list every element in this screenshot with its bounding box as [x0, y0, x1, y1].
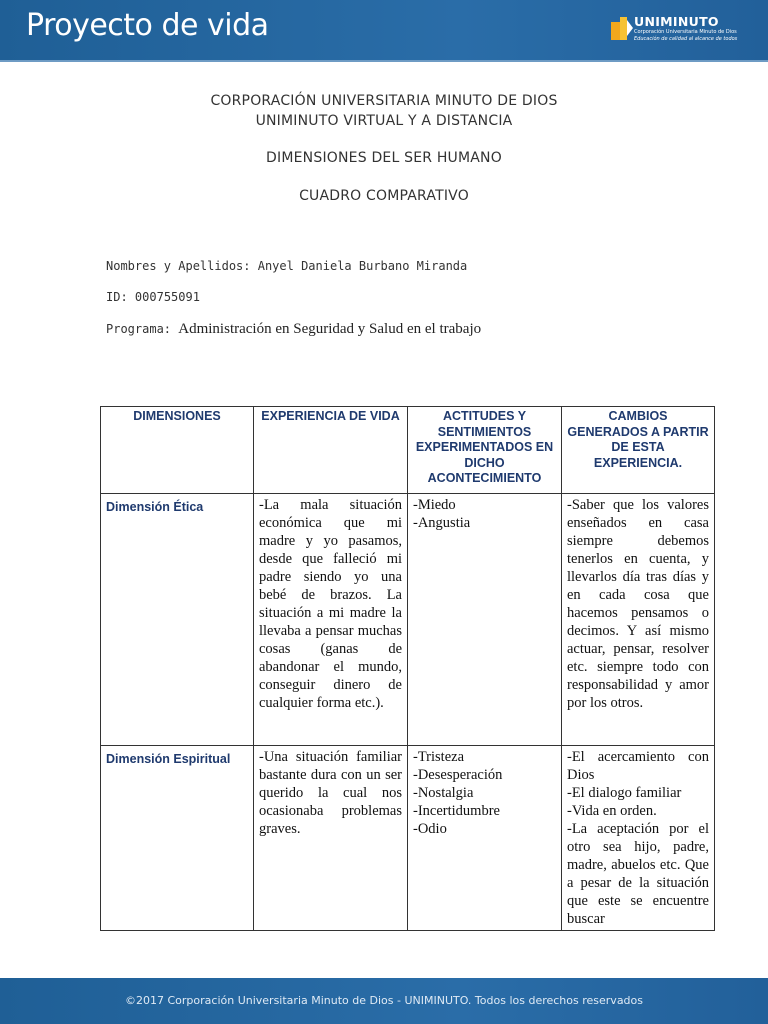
header-dimensiones: DIMENSIONES: [101, 407, 254, 494]
program-field: [106, 321, 481, 338]
actitud-item: -Angustia: [413, 515, 471, 531]
row-experiencia: -La mala situación económica que mi madre y yo pasamos, desde que falleció mi padre siendo yo una bebé de brazos. La situación a mi madre la llevaba a pensar muchas cosas (ganas de abandonar el mundo, conseguir dinero de cualquier forma etc.).: [254, 494, 408, 746]
logo-subtitle: Corporación Universitaria Minuto de Dios: [634, 29, 737, 35]
id-field: [106, 290, 200, 304]
document-subject: DIMENSIONES DEL SER HUMANO: [266, 150, 502, 166]
actitud-item: -Odio: [413, 821, 447, 837]
row-dimension-label: [101, 494, 254, 746]
dimension-label: Dimensión Ética: [106, 500, 204, 514]
actitud-item: -Nostalgia: [413, 785, 474, 801]
row-cambios: -Saber que los valores enseñados en casa siempre debemos tenerlos en cuenta, y llevarlos día tras días y en cada cosa que hacemos pensamos o decimos. Y así mismo actuar, pensar, resolver etc. siempre todo con responsabilidad y amor por los otros.: [562, 494, 715, 746]
uniminuto-logo: [610, 12, 740, 48]
table-row: [101, 494, 715, 746]
actitud-item: -Incertidumbre: [413, 803, 500, 819]
cambio-item: -El dialogo familiar: [567, 785, 682, 801]
logo-mark-icon: [610, 14, 634, 44]
footer-banner: [0, 978, 768, 1024]
id-label: ID:: [106, 290, 128, 304]
row-actitudes: [408, 494, 562, 746]
actitud-item: -Miedo: [413, 497, 456, 513]
header-title: Proyecto de vida: [26, 8, 269, 43]
cambio-item: -Vida en orden.: [567, 803, 657, 819]
name-value: Anyel Daniela Burbano Miranda: [257, 259, 468, 273]
institution-name: CORPORACIÓN UNIVERSITARIA MINUTO DE DIOS: [210, 93, 558, 109]
header-actitudes: ACTITUDES Y SENTIMIENTOS EXPERIMENTADOS EN DICHO ACONTECIMIENTO: [408, 407, 562, 494]
program-value: Administración en Seguridad y Salud en el trabajo: [178, 321, 482, 337]
program-label: Programa:: [106, 322, 172, 336]
cambio-item: -La aceptación por el otro sea hijo, padre, madre, abuelos etc. Que a pesar de la situación que este se encuentre buscar: [567, 821, 709, 927]
comparative-table: [100, 406, 715, 931]
table-header-row: [101, 407, 715, 494]
name-label: Nombres y Apellidos:: [106, 259, 251, 273]
row-cambios: [562, 746, 715, 931]
table-row: [101, 746, 715, 931]
document-title: CUADRO COMPARATIVO: [299, 188, 469, 204]
institution-subname: UNIMINUTO VIRTUAL Y A DISTANCIA: [255, 113, 513, 129]
header-experiencia: EXPERIENCIA DE VIDA: [254, 407, 408, 494]
cambio-item: -El acercamiento con Dios: [567, 749, 709, 783]
footer-copyright: ©2017 Corporación Universitaria Minuto de Dios - UNIMINUTO. Todos los derechos reservados: [125, 994, 643, 1007]
id-value: 000755091: [134, 290, 200, 304]
row-dimension-label: [101, 746, 254, 931]
header-banner: [0, 0, 768, 60]
name-field: [106, 259, 467, 273]
row-actitudes: [408, 746, 562, 931]
actitud-item: -Tristeza: [413, 749, 465, 765]
dimension-label: Dimensión Espiritual: [106, 752, 231, 766]
actitud-item: -Desesperación: [413, 767, 503, 783]
header-cambios: CAMBIOS GENERADOS A PARTIR DE ESTA EXPERIENCIA.: [562, 407, 715, 494]
logo-tagline: Educación de calidad al alcance de todos: [634, 36, 738, 42]
logo-name: UNIMINUTO: [634, 14, 719, 29]
header-divider: [0, 60, 768, 62]
row-experiencia: -Una situación familiar bastante dura con un ser querido la cual nos ocasionaba problemas graves.: [254, 746, 408, 931]
